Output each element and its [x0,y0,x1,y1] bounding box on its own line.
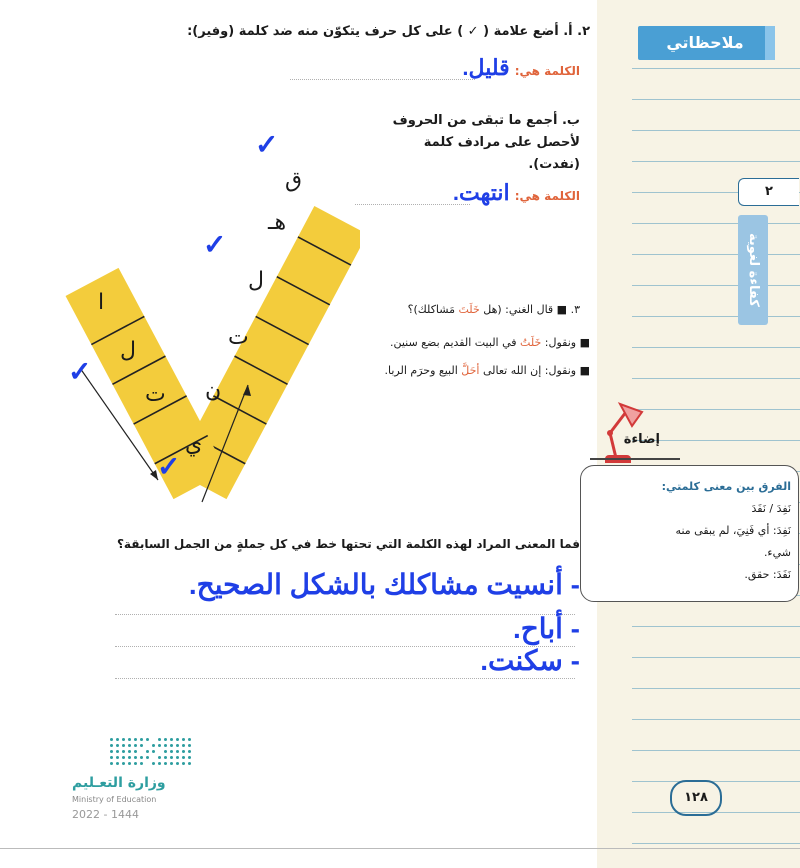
logo-dot [134,750,137,753]
logo-dot [146,738,149,741]
q2-b-prompt-line2: لأحصل على مرادف كلمة [423,135,580,150]
note-line [632,68,800,69]
q2-b-prompt [360,110,580,176]
logo-dot [164,762,167,765]
logo-dot [164,750,167,753]
logo-dot [116,750,119,753]
note-line [632,285,800,286]
q3-answer-3: - سكنت. [480,645,580,676]
logo-dot [158,738,161,741]
checkmark-1: ✓ [255,129,279,160]
q2-b-dotted-line [355,203,470,205]
logo-dot [134,744,137,747]
note-line [632,378,800,379]
note-line [632,626,800,627]
q2-b-label: الكلمة هي: [514,189,580,203]
logo-dot [170,744,173,747]
logo-dot [146,750,149,753]
logo-dot [122,738,125,741]
checkmark-4: ✓ [157,451,181,482]
logo-dot [116,738,119,741]
logo-dot [188,738,191,741]
puzzle-letter-9: ي [185,432,203,457]
logo-dot [122,756,125,759]
q2-b-prompt-line1: ب. أجمع ما تبقى من الحروف [392,113,580,128]
logo-dot [110,762,113,765]
checkmark-2: ✓ [203,229,227,260]
puzzle-letter-5: ن [205,378,222,403]
q3-line2: ■ ونقول: خَلَتُ في البيت القديم بضع سنين. [389,336,590,349]
logo-dot [164,744,167,747]
logo-dot [140,762,143,765]
logo-dot [176,756,179,759]
logo-dot [188,750,191,753]
logo-dot [188,762,191,765]
info-line2: نَفِدَ: أي فَنِيَ، لم يبقى منه [675,524,791,537]
ministry-name-en: Ministry of Education [72,795,157,804]
logo-dot [116,762,119,765]
logo-dot [164,756,167,759]
q2-b-answer: انتهت. [452,180,510,205]
logo-dot [152,744,155,747]
logo-dot [158,756,161,759]
logo-dot [176,762,179,765]
logo-dot [140,756,143,759]
logo-dot [158,744,161,747]
puzzle-letter-7: ل [120,338,136,363]
q3-line2-highlight: خَلَتُ [520,336,542,349]
logo-dot [128,762,131,765]
q3-line3: ■ ونقول: إن الله تعالى أحَلَّ البيع وحرَم الربا. [384,364,590,377]
q3-line2-pre: ونقول: [541,336,577,349]
note-line [632,223,800,224]
logo-dot [110,738,113,741]
note-line [632,843,800,844]
info-line3: شيء. [763,546,791,559]
vertical-tab-label: كفاءة لغوية [746,233,761,307]
ministry-name-ar: وزارة التعـليم [72,775,166,791]
q3-answer-1: - أنسيت مشاكلك بالشكل الصحيح. [188,569,580,600]
logo-dot [170,762,173,765]
logo-dot [134,738,137,741]
puzzle-letter-8: ت [145,382,166,407]
logo-dot [164,738,167,741]
logo-dot [182,750,185,753]
logo-dot [110,756,113,759]
logo-dot [134,762,137,765]
note-line [632,750,800,751]
q2-a-dotted-line [290,78,475,80]
q2-a-label: الكلمة هي: [514,64,580,78]
logo-dot [170,756,173,759]
q3-answer-line-3 [115,677,575,679]
q2-a-prompt: ٢. أ. أضع علامة ( ✓ ) على كل حرف يتكوّن منه ضد كلمة (وفير): [187,24,590,39]
q2-b-prompt-line3: (نفدت). [528,157,580,172]
logo-dot [146,756,149,759]
unit-number-tab: ٢ [738,178,799,206]
notes-title: ملاحظاتي [666,33,744,52]
q3-answer-2: - أباح. [512,613,580,644]
logo-dot [170,750,173,753]
logo-dot [140,744,143,747]
logo-dot [116,756,119,759]
bottom-rule [0,848,800,849]
logo-dot [140,738,143,741]
logo-dot [122,762,125,765]
logo-dot [116,744,119,747]
logo-dot [176,750,179,753]
note-line [632,347,800,348]
info-line1: نَفِدَ / نَفَدَ [751,502,791,515]
ministry-logo-icon [110,738,210,768]
q2-a-answer: قليل. [462,55,510,80]
logo-dot [110,744,113,747]
logo-dot [128,738,131,741]
q3-line1-post: مَشاكلك)؟ [407,303,459,316]
logo-dot [176,744,179,747]
logo-dot [122,744,125,747]
note-line [632,99,800,100]
checkmark-3: ✓ [68,356,92,387]
puzzle-letter-3: ل [248,268,264,293]
logo-dot [188,744,191,747]
puzzle-letter-4: ت [228,325,249,350]
q3-number: ٣. [570,303,580,316]
q3-line3-pre: ونقول: إن الله تعالى [479,364,577,377]
q3-line1-pre: قال الغني: (هل [479,303,554,316]
note-line [632,254,800,255]
logo-dot [152,762,155,765]
info-title-underline [590,458,680,460]
note-line [632,316,800,317]
q3-line3-highlight: أحَلَّ [461,364,480,377]
logo-dot [182,744,185,747]
note-line [632,130,800,131]
q3-line1: ٣. ■ قال الغني: (هل خَلَتَ مَشاكلك)؟ [407,303,580,316]
info-heading: الفرق بين معنى كلمتي: [661,480,791,493]
info-title: إضاءة [623,432,660,447]
letter-v-puzzle [60,110,360,510]
info-line4: نَفَدَ: حقق. [744,568,791,581]
note-line [632,409,800,410]
puzzle-letter-1: ق [285,168,303,193]
puzzle-letter-2: هـ [268,210,287,235]
logo-dot [182,738,185,741]
logo-dot [158,762,161,765]
logo-dot [170,738,173,741]
logo-dot [182,756,185,759]
ministry-year: 2022 - 1444 [72,808,139,821]
logo-dot [122,750,125,753]
q3-line3-post: البيع وحرَم الربا. [384,364,462,377]
logo-dot [134,756,137,759]
note-line [632,688,800,689]
logo-dot [188,756,191,759]
note-line [632,161,800,162]
logo-dot [128,744,131,747]
logo-dot [152,750,155,753]
logo-dot [176,738,179,741]
note-line [632,657,800,658]
logo-dot [182,762,185,765]
q3-line2-post: في البيت القديم بضع سنين. [389,336,521,349]
page-number: ١٢٨ [684,790,708,805]
logo-dot [128,756,131,759]
q3-line1-highlight: خَلَتَ [458,303,480,316]
note-line [632,719,800,720]
q3-question: فما المعنى المراد لهذه الكلمة التي تحتها خط في كل جملةٍ من الجمل السابقة؟ [116,537,580,551]
logo-dot [128,750,131,753]
puzzle-letter-6: ا [98,290,105,315]
logo-dot [110,750,113,753]
